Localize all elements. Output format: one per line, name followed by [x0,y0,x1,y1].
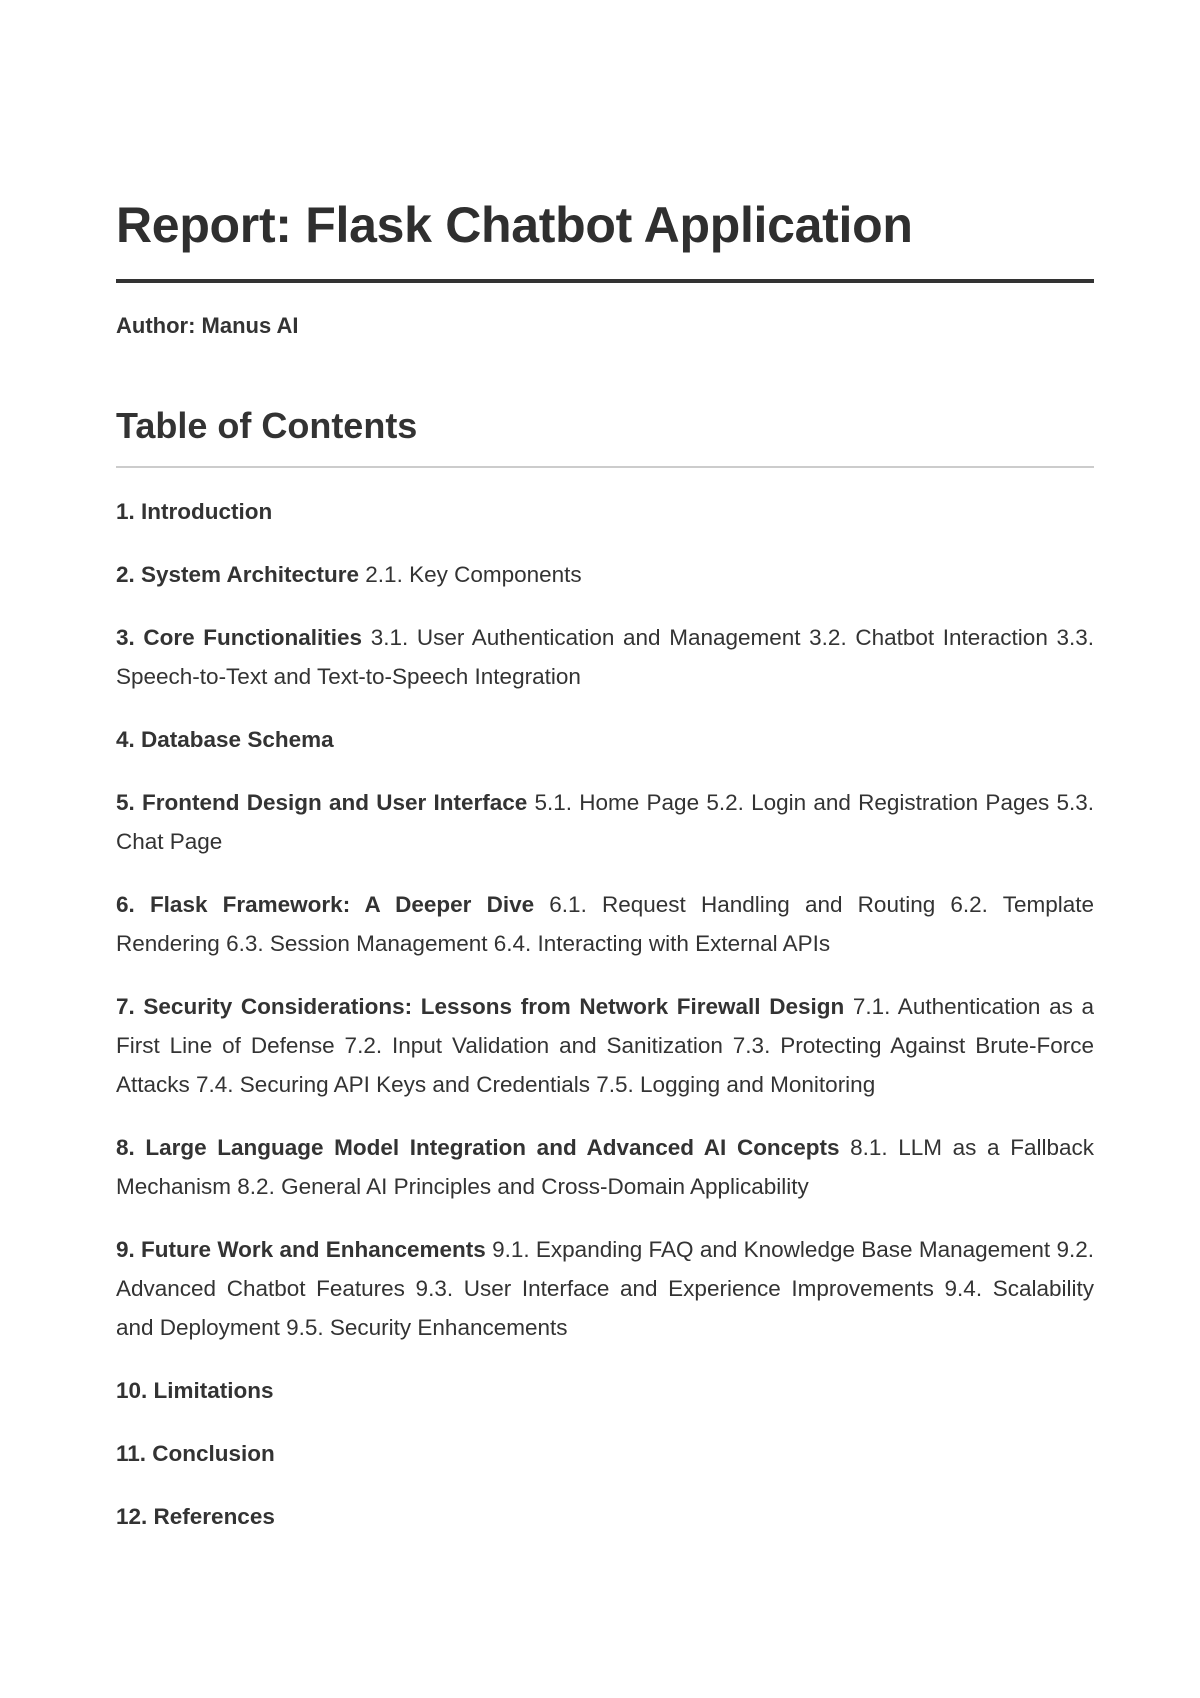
toc-entry-system-architecture [116,555,1094,594]
toc-entry-llm-integration [116,1128,1094,1206]
toc-entry-title: 5. Frontend Design and User Interface [116,790,528,815]
toc-entry-subsections: 2.1. Key Components [365,562,582,587]
toc-divider [116,466,1094,468]
toc-heading: Table of Contents [116,405,418,446]
document-title: Report: Flask Chatbot Application [116,197,913,253]
toc-entry-title: 9. Future Work and Enhancements [116,1237,486,1262]
toc-entry-subsections: 7.1. Authentication as a First Line of Defense 7.2. Input Validation and Sanitization 7.3. Protecting Against Brute-Force Attacks 7.4. Securing API Keys and Credentials 7.5. Logging and Monitoring [116,994,1094,1097]
toc-entry-subsections: 9.1. Expanding FAQ and Knowledge Base Management 9.2. Advanced Chatbot Features 9.3. User Interface and Experience Improvements 9.4. Scalability and Deployment 9.5. Security Enhancements [116,1237,1094,1340]
toc-entry-references [116,1497,1094,1536]
toc-entry-core-functionalities [116,618,1094,696]
toc-entry-security-considerations [116,987,1094,1104]
author-line: Author: Manus AI [116,313,299,338]
toc-entry-title: 10. Limitations [116,1378,274,1403]
toc-list [116,492,1094,1560]
toc-entry-subsections: 6.1. Request Handling and Routing 6.2. Template Rendering 6.3. Session Management 6.4. Interacting with External APIs [116,892,1094,956]
toc-entry-title: 12. References [116,1504,275,1529]
toc-entry-title: 3. Core Functionalities [116,625,363,650]
toc-entry-title: 11. Conclusion [116,1441,275,1466]
toc-entry-database-schema [116,720,1094,759]
toc-entry-subsections: 5.1. Home Page 5.2. Login and Registration Pages 5.3. Chat Page [116,790,1094,854]
toc-entry-subsections: 8.1. LLM as a Fallback Mechanism 8.2. General AI Principles and Cross-Domain Applicability [116,1135,1094,1199]
toc-entry-title: 4. Database Schema [116,727,334,752]
toc-entry-frontend-design [116,783,1094,861]
toc-entry-title: 2. System Architecture [116,562,360,587]
toc-entry-title: 6. Flask Framework: A Deeper Dive [116,892,535,917]
toc-entry-conclusion [116,1434,1094,1473]
toc-entry-flask-framework [116,885,1094,963]
toc-entry-title: 8. Large Language Model Integration and Advanced AI Concepts [116,1135,840,1160]
toc-entry-introduction [116,492,1094,531]
toc-entry-title: 1. Introduction [116,499,273,524]
title-divider [116,279,1094,283]
toc-entry-title: 7. Security Considerations: Lessons from Network Firewall Design [116,994,845,1019]
toc-entry-subsections: 3.1. User Authentication and Management 3.2. Chatbot Interaction 3.3. Speech-to-Text and Text-to-Speech Integration [116,625,1094,689]
toc-entry-future-work [116,1230,1094,1347]
toc-entry-limitations [116,1371,1094,1410]
